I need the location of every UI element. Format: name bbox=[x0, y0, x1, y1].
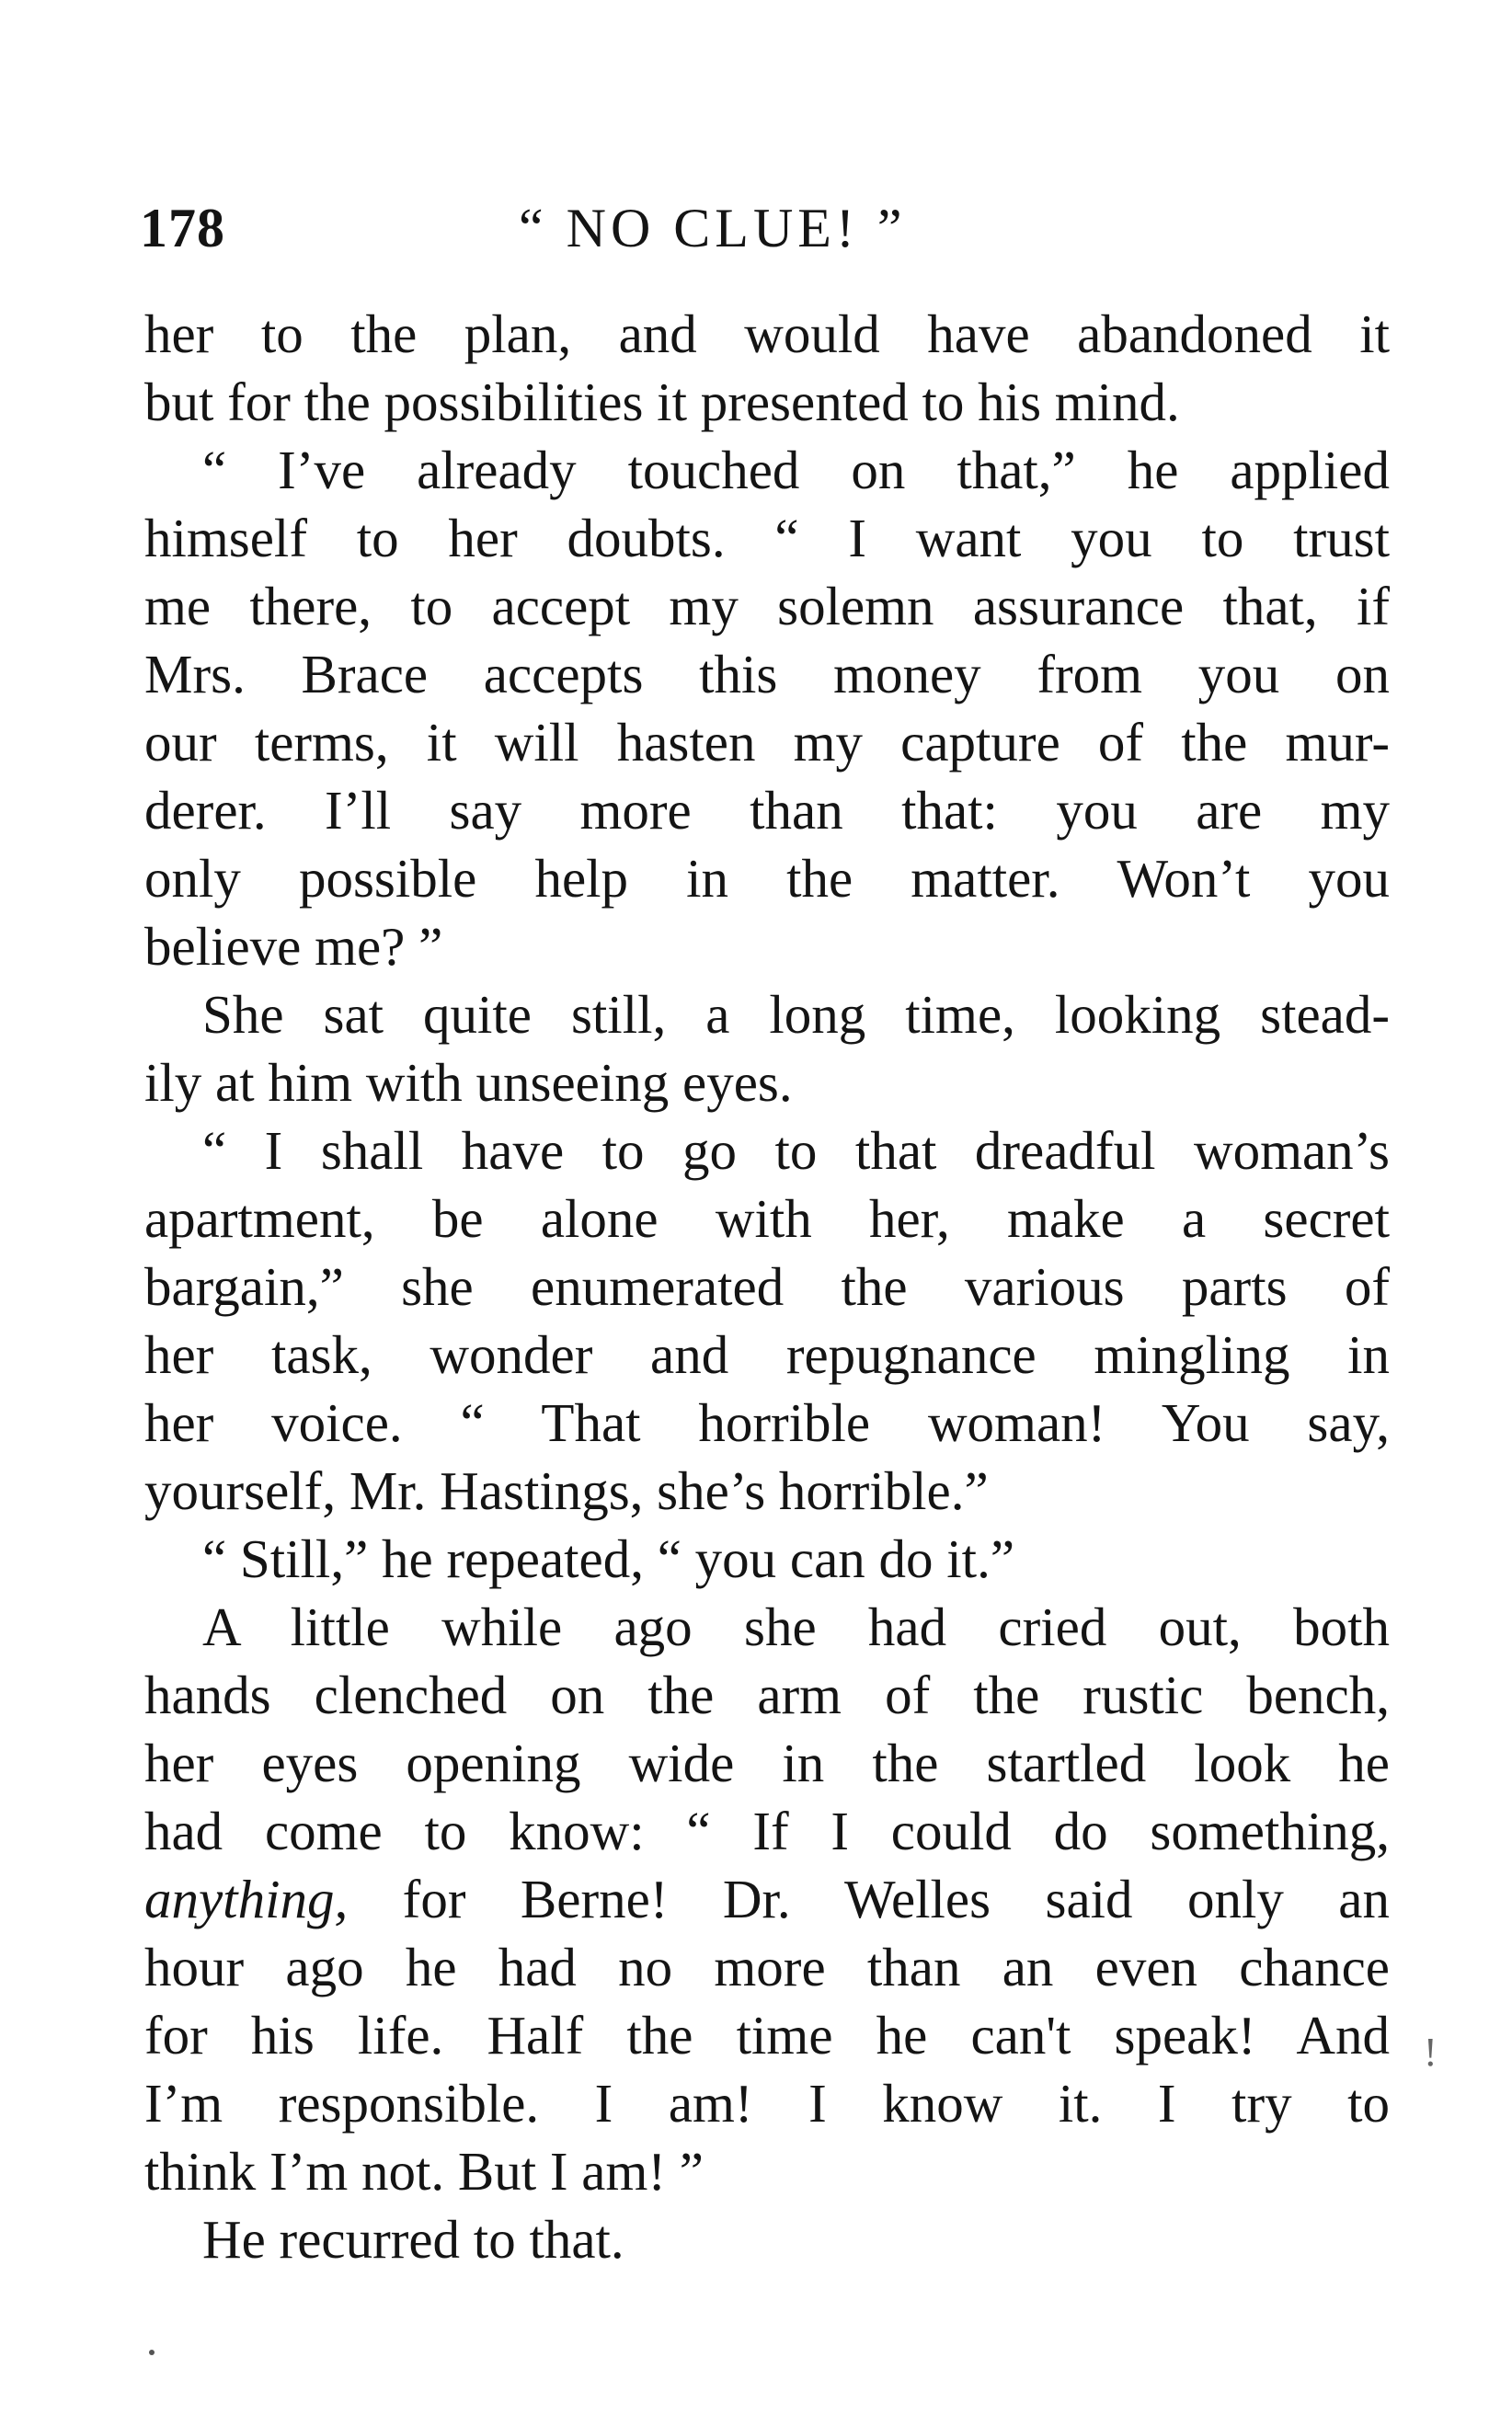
text-line: her voice. “ That horrible woman! You say, bbox=[144, 1392, 1390, 1453]
text-line: her to the plan, and would have abandoned it bbox=[144, 303, 1390, 364]
text-line: me there, to accept my solemn assurance that, if bbox=[144, 576, 1390, 636]
text-line: for his life. Half the time he can't speak! And bbox=[144, 2005, 1390, 2066]
text-line: I’m responsible. I am! I know it. I try to bbox=[144, 2073, 1390, 2134]
text-line: think I’m not. But I am! ” bbox=[144, 2141, 704, 2202]
page-number: 178 bbox=[140, 198, 225, 258]
page-header bbox=[140, 191, 1391, 265]
text-line: himself to her doubts. “ I want you to trust bbox=[144, 508, 1390, 568]
text-line: hour ago he had no more than an even chance bbox=[144, 1937, 1390, 1997]
text-line: “ I shall have to go to that dreadful woman’s bbox=[202, 1120, 1390, 1181]
text-line: ily at him with unseeing eyes. bbox=[144, 1052, 793, 1113]
text-line: He recurred to that. bbox=[202, 2209, 624, 2270]
text-line-rest: for Berne! Dr. Welles said only an bbox=[402, 1869, 1390, 1929]
text-line: She sat quite still, a long time, looking stead- bbox=[202, 984, 1390, 1045]
text-line: had come to know: “ If I could do something, bbox=[144, 1801, 1390, 1861]
text-line: believe me? ” bbox=[144, 916, 443, 977]
text-line: yourself, Mr. Hastings, she’s horrible.” bbox=[144, 1460, 989, 1521]
text-line bbox=[144, 1865, 1390, 1933]
text-line: her task, wonder and repugnance mingling in bbox=[144, 1324, 1390, 1385]
text-line: A little while ago she had cried out, both bbox=[202, 1596, 1390, 1657]
text-line: apartment, be alone with her, make a secret bbox=[144, 1188, 1390, 1249]
italic-word: anything, bbox=[144, 1869, 349, 1929]
text-line: her eyes opening wide in the startled look he bbox=[144, 1733, 1390, 1793]
text-line: our terms, it will hasten my capture of the mur- bbox=[144, 712, 1390, 772]
stray-dot bbox=[149, 2350, 155, 2355]
text-line: “ Still,” he repeated, “ you can do it.” bbox=[202, 1528, 1015, 1589]
text-line: derer. I’ll say more than that: you are my bbox=[144, 780, 1390, 841]
text-line: Mrs. Brace accepts this money from you on bbox=[144, 644, 1390, 704]
text-line: bargain,” she enumerated the various parts of bbox=[144, 1256, 1390, 1317]
text-line: hands clenched on the arm of the rustic bench, bbox=[144, 1665, 1390, 1725]
margin-mark: ! bbox=[1424, 2030, 1438, 2075]
running-head: “ NO CLUE! ” bbox=[519, 198, 907, 258]
text-line: “ I’ve already touched on that,” he applied bbox=[202, 440, 1390, 500]
text-line: but for the possibilities it presented to his mind. bbox=[144, 372, 1180, 432]
text-line: only possible help in the matter. Won’t you bbox=[144, 848, 1390, 909]
